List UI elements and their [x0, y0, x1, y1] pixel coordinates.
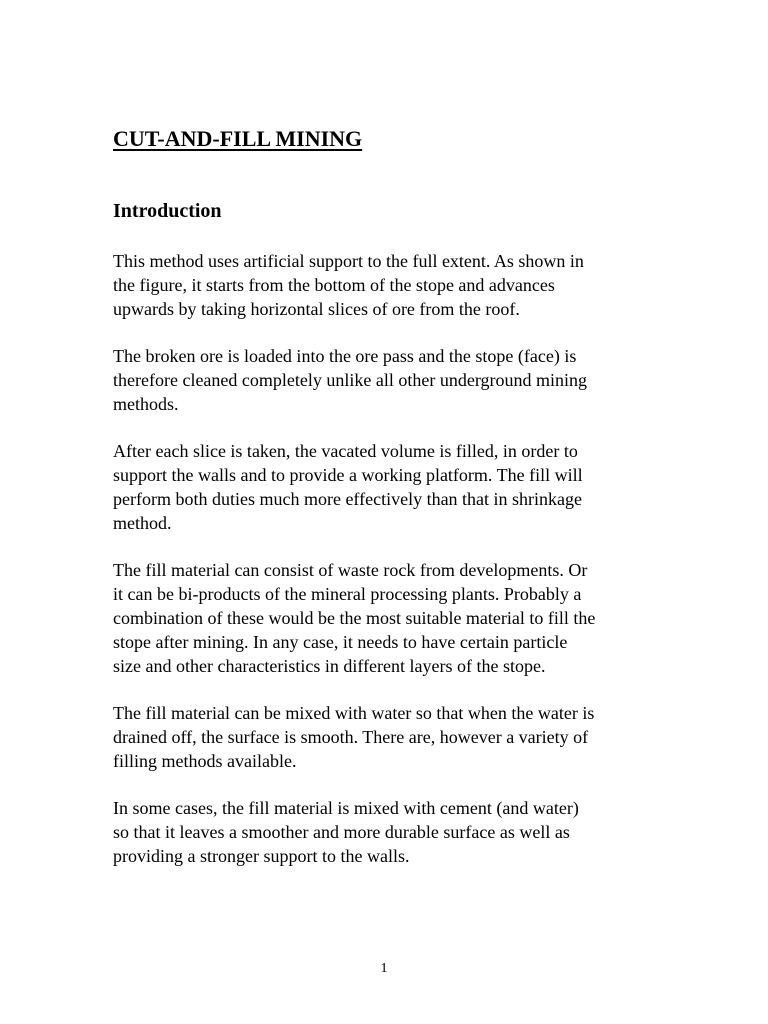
paragraph-water-mixing — [113, 701, 594, 773]
paragraph-line: The fill material can consist of waste rock from developments. Or — [113, 560, 588, 580]
paragraph-line: method. — [113, 513, 172, 533]
paragraph-line: filling methods available. — [113, 751, 297, 771]
paragraph-line: it can be bi-products of the mineral processing plants. Probably a — [113, 584, 582, 604]
paragraph-line: support the walls and to provide a working platform. The fill will — [113, 465, 583, 485]
paragraph-line: The fill material can be mixed with water so that when the water is — [113, 703, 595, 723]
paragraph-artificial-support — [113, 249, 584, 321]
paragraph-broken-ore — [113, 344, 587, 416]
paragraph-line: stope after mining. In any case, it needs to have certain particle — [113, 632, 568, 652]
paragraph-fill-material — [113, 558, 595, 678]
paragraph-line: This method uses artificial support to the full extent. As shown in — [113, 251, 584, 271]
paragraph-line: therefore cleaned completely unlike all other underground mining — [113, 370, 588, 390]
paragraph-line: The broken ore is loaded into the ore pass and the stope (face) is — [113, 346, 577, 366]
paragraph-line: After each slice is taken, the vacated volume is filled, in order to — [113, 441, 578, 461]
paragraph-line: so that it leaves a smoother and more durable surface as well as — [113, 822, 570, 842]
paragraph-line: providing a stronger support to the walls. — [113, 846, 410, 866]
paragraph-line: the figure, it starts from the bottom of the stope and advances — [113, 275, 555, 295]
paragraph-line: methods. — [113, 394, 179, 414]
paragraph-line: combination of these would be the most suitable material to fill the — [113, 608, 596, 628]
paragraph-line: drained off, the surface is smooth. There are, however a variety of — [113, 727, 589, 747]
paragraph-cement-mixing — [113, 796, 579, 868]
paragraph-slice-filling — [113, 439, 583, 535]
paragraph-line: upwards by taking horizontal slices of ore from the roof. — [113, 299, 520, 319]
page-number: 1 — [380, 961, 388, 976]
section-heading-introduction: Introduction — [113, 200, 222, 222]
document-title: CUT-AND-FILL MINING — [113, 126, 363, 151]
paragraph-line: size and other characteristics in different layers of the stope. — [113, 656, 546, 676]
paragraph-line: perform both duties much more effectively than that in shrinkage — [113, 489, 583, 509]
paragraph-line: In some cases, the fill material is mixed with cement (and water) — [113, 798, 579, 818]
